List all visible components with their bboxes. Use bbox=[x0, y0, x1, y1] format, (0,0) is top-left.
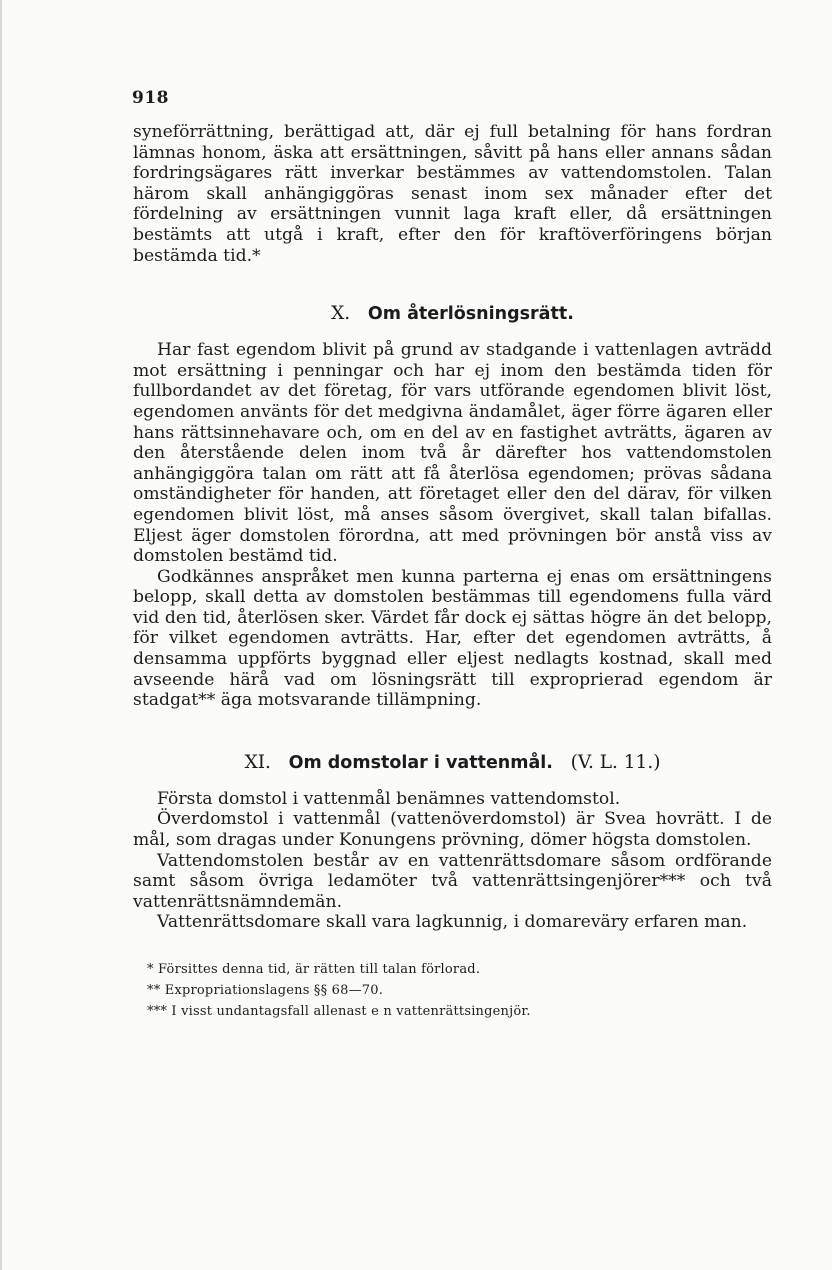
section-x-paragraph-1: Har fast egendom blivit på grund av stadgande i vattenlagen avträdd mot ersättning i penningar och har ej inom den bestämda tiden för fullbordandet av det företag, för vars utförande egendomen blivit löst, egendomen använts för det medgivna ändamålet, äger förre ägaren eller hans rättsinnehavare och, om en del av en fastighet avträtts, ägaren av den återstående delen inom två år därefter hos vattendomstolen anhängiggöra talan om rätt att få återlösa egendomen; prövas sådana omständigheter för handen, att företaget eller den del därav, för vilken egendomen blivit löst, må anses såsom övergivet, skall talan bifallas. Eljest äger domstolen förordna, att med prövningen bör anstå viss av domstolen bestämd tid. bbox=[133, 340, 772, 567]
footnotes bbox=[133, 959, 772, 1022]
section-xi-paragraph-1: Första domstol i vattenmål benämnes vattendomstol. bbox=[157, 788, 621, 809]
section-reference: (V. L. 11.) bbox=[570, 751, 661, 773]
section-x-paragraph-2: Godkännes anspråket men kunna parterna ej enas om ersättningens belopp, skall detta av domstolen bestämmas till egendomens fulla värd vid den tid, återlösen sker. Värdet får dock ej sättas högre än det belopp, för vilket egendomen avträtts. Har, efter det egendomen avträtts, å densamma uppförts byggnad eller eljest nedlagts kostnad, skall med avseende härå vad om lösningsrätt till exproprierad egendom är stadgat** äga motsvarande tillämpning. bbox=[133, 566, 772, 711]
section-xi-paragraph-4: Vattenrättsdomare skall vara lagkunnig, i domareväry erfaren man. bbox=[157, 912, 748, 933]
page-body bbox=[133, 122, 772, 1022]
section-number: XI. bbox=[244, 751, 271, 773]
section-number: X. bbox=[331, 303, 351, 325]
section-xi-paragraph-2: Överdomstol i vattenmål (vattenöverdomstol) är Svea hovrätt. I de mål, som dragas under Konungens prövning, dömer högsta domstolen. bbox=[133, 809, 772, 851]
intro-paragraph: syneförrättning, berättigad att, där ej full betalning för hans fordran lämnas honom, äska att ersättningen, såvitt på hans eller annans sådan fordringsägares rätt inverkar bestämmes av vattendomstolen. Talan härom skall anhängiggöras senast inom sex månader efter det fördelning av ersättningen vunnit laga kraft eller, då ersättningen bestämts att utgå i kraft, efter den för kraftöverföringens början bestämda tid.* bbox=[133, 122, 772, 266]
section-title: Om återlösningsrätt. bbox=[367, 304, 574, 325]
section-xi-paragraph-3: Vattendomstolen består av en vattenrättsdomare såsom ordförande samt såsom övriga ledamöter två vattenrättsingenjörer*** och två vattenrättsnämndemän. bbox=[133, 850, 772, 912]
section-heading-xi bbox=[133, 751, 772, 775]
page-number: 918 bbox=[132, 88, 169, 108]
page-edge bbox=[0, 0, 2, 1270]
section-heading-x bbox=[133, 302, 772, 326]
footnote: *** I visst undantagsfall allenast e n vattenrättsingenjör. bbox=[147, 1004, 531, 1019]
footnote: * Försittes denna tid, är rätten till talan förlorad. bbox=[147, 962, 481, 977]
section-title: Om domstolar i vattenmål. bbox=[288, 752, 553, 773]
footnote: ** Expropriationslagens §§ 68—70. bbox=[147, 983, 384, 998]
